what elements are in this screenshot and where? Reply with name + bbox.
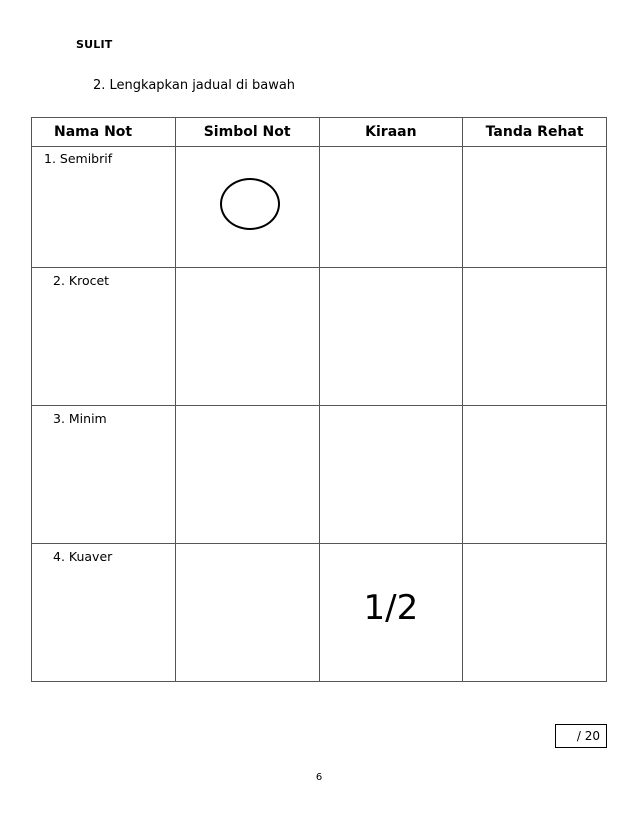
- note-name-label: 2. Krocet: [53, 273, 110, 288]
- rest-cell[interactable]: [463, 544, 607, 682]
- table-header-row: [32, 118, 607, 147]
- whole-note-icon: [220, 178, 280, 230]
- classification-label: SULIT: [76, 38, 113, 51]
- note-symbol-cell[interactable]: [175, 268, 319, 406]
- note-symbol-cell[interactable]: [175, 406, 319, 544]
- column-header-count: Kiraan: [319, 118, 463, 147]
- note-symbol-cell[interactable]: [175, 544, 319, 682]
- count-value: 1/2: [363, 588, 419, 628]
- note-name-cell: [32, 268, 176, 406]
- note-name-cell: [32, 406, 176, 544]
- note-name-label: 4. Kuaver: [53, 549, 113, 564]
- column-header-rest: Tanda Rehat: [463, 118, 607, 147]
- table-row: [32, 147, 607, 268]
- page-number: 6: [315, 772, 323, 783]
- score-label: / 20: [576, 729, 600, 743]
- note-name-label: 3. Minim: [53, 411, 107, 426]
- note-name-cell: [32, 147, 176, 268]
- count-cell[interactable]: [319, 544, 463, 682]
- table-row: [32, 268, 607, 406]
- table-row: [32, 406, 607, 544]
- count-cell[interactable]: [319, 268, 463, 406]
- count-cell[interactable]: [319, 406, 463, 544]
- score-box: [555, 724, 607, 748]
- question-instruction: 2. Lengkapkan jadual di bawah: [93, 78, 296, 93]
- rest-cell[interactable]: [463, 147, 607, 268]
- rest-cell[interactable]: [463, 268, 607, 406]
- table-row: [32, 544, 607, 682]
- column-header-note-symbol: Simbol Not: [175, 118, 319, 147]
- note-name-label: 1. Semibrif: [44, 151, 113, 166]
- rest-cell[interactable]: [463, 406, 607, 544]
- note-table: [31, 117, 607, 682]
- note-symbol-cell[interactable]: [175, 147, 319, 268]
- count-cell[interactable]: [319, 147, 463, 268]
- note-name-cell: [32, 544, 176, 682]
- column-header-note-name: Nama Not: [32, 118, 176, 147]
